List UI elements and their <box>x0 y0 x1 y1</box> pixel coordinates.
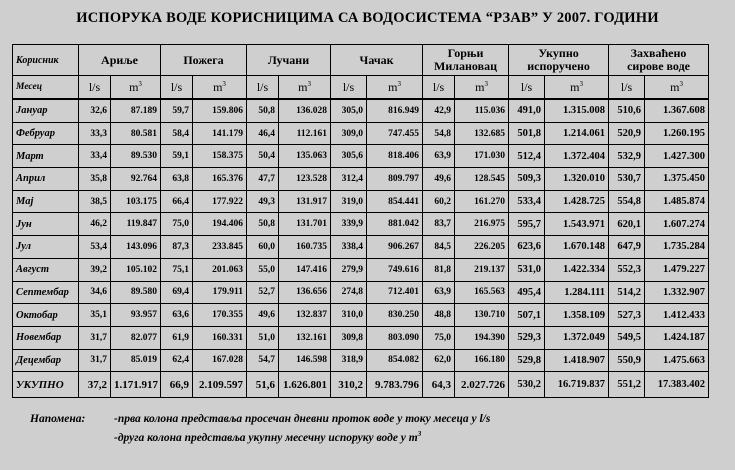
flow-cell: 55,0 <box>247 258 279 281</box>
group-header-lucani: Лучани <box>247 45 331 76</box>
flow-cell: 46,2 <box>79 213 111 236</box>
flow-cell: 54,8 <box>423 122 455 145</box>
flow-cell: 62,0 <box>423 349 455 372</box>
table-row <box>13 304 709 327</box>
user-header: Корисник <box>13 45 79 76</box>
flow-cell: 530,7 <box>609 168 645 191</box>
flow-cell: 529,3 <box>509 326 545 349</box>
volume-cell: 132.161 <box>279 326 331 349</box>
volume-cell: 1.358.109 <box>545 304 609 327</box>
flow-cell: 42,9 <box>423 100 455 123</box>
flow-cell: 75,0 <box>161 213 193 236</box>
volume-cell: 158.375 <box>193 145 247 168</box>
flow-cell: 63,6 <box>161 304 193 327</box>
table-row <box>13 326 709 349</box>
volume-cell: 1.422.334 <box>545 258 609 281</box>
flow-cell: 533,4 <box>509 190 545 213</box>
volume-cell: 82.077 <box>111 326 161 349</box>
month-cell: Септембар <box>13 281 79 304</box>
table-row <box>13 168 709 191</box>
volume-cell: 1.260.195 <box>645 122 709 145</box>
flow-cell: 66,4 <box>161 190 193 213</box>
table-row <box>13 122 709 145</box>
flow-cell: 62,4 <box>161 349 193 372</box>
volume-cell: 1.607.274 <box>645 213 709 236</box>
volume-cell: 1.735.284 <box>645 236 709 259</box>
flow-cell: 54,7 <box>247 349 279 372</box>
volume-cell: 146.598 <box>279 349 331 372</box>
volume-cell: 1.427.300 <box>645 145 709 168</box>
volume-cell: 160.331 <box>193 326 247 349</box>
month-cell: Фебруар <box>13 122 79 145</box>
flow-cell: 620,1 <box>609 213 645 236</box>
volume-cell: 105.102 <box>111 258 161 281</box>
volume-cell: 171.030 <box>455 145 509 168</box>
volume-cell: 881.042 <box>367 213 423 236</box>
month-cell: Јануар <box>13 100 79 123</box>
flow-cell: 60,2 <box>423 190 455 213</box>
table-row <box>13 349 709 372</box>
volume-cell: 1.171.917 <box>111 372 161 398</box>
unit-flow-header: l/s <box>161 76 193 99</box>
flow-cell: 35,8 <box>79 168 111 191</box>
volume-cell: 17.383.402 <box>645 372 709 398</box>
month-cell: Децембар <box>13 349 79 372</box>
unit-flow-header: l/s <box>247 76 279 99</box>
flow-cell: 319,0 <box>331 190 367 213</box>
flow-cell: 495,4 <box>509 281 545 304</box>
volume-cell: 226.205 <box>455 236 509 259</box>
unit-volume-header: $m^3$ <box>545 76 609 99</box>
volume-cell: 131.701 <box>279 213 331 236</box>
flow-cell: 81,8 <box>423 258 455 281</box>
group-header-gornji-milanovac: Горњи Милановац <box>423 45 509 76</box>
volume-cell: 130.710 <box>455 304 509 327</box>
volume-cell: 1.315.008 <box>545 100 609 123</box>
unit-flow-header: l/s <box>509 76 545 99</box>
flow-cell: 318,9 <box>331 349 367 372</box>
flow-cell: 46,4 <box>247 122 279 145</box>
unit-volume-header: $m^3$ <box>279 76 331 99</box>
table-row <box>13 236 709 259</box>
month-cell: Новембар <box>13 326 79 349</box>
flow-cell: 501,8 <box>509 122 545 145</box>
volume-cell: 1.367.608 <box>645 100 709 123</box>
flow-cell: 50,8 <box>247 213 279 236</box>
volume-cell: 80.581 <box>111 122 161 145</box>
volume-cell: 219.137 <box>455 258 509 281</box>
volume-cell: 906.267 <box>367 236 423 259</box>
flow-cell: 51,0 <box>247 326 279 349</box>
volume-cell: 1.372.049 <box>545 326 609 349</box>
flow-cell: 527,3 <box>609 304 645 327</box>
volume-cell: 201.063 <box>193 258 247 281</box>
volume-cell: 161.270 <box>455 190 509 213</box>
volume-cell: 749.616 <box>367 258 423 281</box>
flow-cell: 491,0 <box>509 100 545 123</box>
volume-cell: 170.355 <box>193 304 247 327</box>
volume-cell: 165.563 <box>455 281 509 304</box>
flow-cell: 554,8 <box>609 190 645 213</box>
flow-cell: 305,0 <box>331 100 367 123</box>
flow-cell: 310,2 <box>331 372 367 398</box>
flow-cell: 53,4 <box>79 236 111 259</box>
table-row <box>13 213 709 236</box>
total-row <box>13 372 709 398</box>
volume-cell: 818.406 <box>367 145 423 168</box>
volume-cell: 747.455 <box>367 122 423 145</box>
flow-cell: 34,6 <box>79 281 111 304</box>
unit-flow-header: l/s <box>79 76 111 99</box>
volume-cell: 135.063 <box>279 145 331 168</box>
group-header-cacak: Чачак <box>331 45 423 76</box>
flow-cell: 31,7 <box>79 349 111 372</box>
flow-cell: 310,0 <box>331 304 367 327</box>
flow-cell: 514,2 <box>609 281 645 304</box>
flow-cell: 50,4 <box>247 145 279 168</box>
flow-cell: 512,4 <box>509 145 545 168</box>
flow-cell: 529,8 <box>509 349 545 372</box>
volume-cell: 194.390 <box>455 326 509 349</box>
flow-cell: 50,8 <box>247 100 279 123</box>
flow-cell: 305,6 <box>331 145 367 168</box>
volume-cell: 128.545 <box>455 168 509 191</box>
unit-flow-header: l/s <box>609 76 645 99</box>
flow-cell: 595,7 <box>509 213 545 236</box>
volume-cell: 87.189 <box>111 100 161 123</box>
flow-cell: 35,1 <box>79 304 111 327</box>
volume-cell: 1.412.433 <box>645 304 709 327</box>
volume-cell: 89.580 <box>111 281 161 304</box>
volume-cell: 123.528 <box>279 168 331 191</box>
flow-cell: 549,5 <box>609 326 645 349</box>
volume-cell: 92.764 <box>111 168 161 191</box>
unit-flow-header: l/s <box>423 76 455 99</box>
volume-cell: 1.485.874 <box>645 190 709 213</box>
volume-cell: 1.284.111 <box>545 281 609 304</box>
volume-cell: 119.847 <box>111 213 161 236</box>
flow-cell: 339,9 <box>331 213 367 236</box>
volume-cell: 194.406 <box>193 213 247 236</box>
volume-cell: 712.401 <box>367 281 423 304</box>
volume-cell: 179.911 <box>193 281 247 304</box>
volume-cell: 1.418.907 <box>545 349 609 372</box>
flow-cell: 47,7 <box>247 168 279 191</box>
unit-volume-header: $m^3$ <box>455 76 509 99</box>
flow-cell: 49,6 <box>247 304 279 327</box>
flow-cell: 530,2 <box>509 372 545 398</box>
unit-flow-header: l/s <box>331 76 367 99</box>
note-line-2: -друга колона представља укупну месечну испоруку воде у $m^3$ <box>114 430 422 444</box>
volume-cell: 177.922 <box>193 190 247 213</box>
volume-cell: 115.036 <box>455 100 509 123</box>
flow-cell: 59,1 <box>161 145 193 168</box>
table-row <box>13 100 709 123</box>
volume-cell: 160.735 <box>279 236 331 259</box>
month-header: Месец <box>13 76 79 99</box>
note-line-1: -прва колона представља просечан дневни проток воде у току месеца у l/s <box>114 413 491 425</box>
volume-cell: 1.543.971 <box>545 213 609 236</box>
volume-cell: 1.428.725 <box>545 190 609 213</box>
flow-cell: 38,5 <box>79 190 111 213</box>
page-title: ИСПОРУКА ВОДЕ КОРИСНИЦИМА СА ВОДОСИСТЕМА “РЗАВ” У 2007. ГОДИНИ <box>76 10 659 26</box>
flow-cell: 39,2 <box>79 258 111 281</box>
volume-cell: 1.372.404 <box>545 145 609 168</box>
volume-cell: 2.027.726 <box>455 372 509 398</box>
month-cell: Април <box>13 168 79 191</box>
volume-cell: 809.797 <box>367 168 423 191</box>
volume-cell: 1.375.450 <box>645 168 709 191</box>
flow-cell: 49,3 <box>247 190 279 213</box>
volume-cell: 136.656 <box>279 281 331 304</box>
volume-cell: 816.949 <box>367 100 423 123</box>
flow-cell: 52,7 <box>247 281 279 304</box>
volume-cell: 9.783.796 <box>367 372 423 398</box>
flow-cell: 59,7 <box>161 100 193 123</box>
flow-cell: 509,3 <box>509 168 545 191</box>
flow-cell: 75,1 <box>161 258 193 281</box>
volume-cell: 16.719.837 <box>545 372 609 398</box>
month-cell: Август <box>13 258 79 281</box>
note-label: Напомена: <box>30 413 86 425</box>
unit-volume-header: $m^3$ <box>111 76 161 99</box>
flow-cell: 51,6 <box>247 372 279 398</box>
volume-cell: 233.845 <box>193 236 247 259</box>
volume-cell: 1.320.010 <box>545 168 609 191</box>
month-cell: Јул <box>13 236 79 259</box>
table-row <box>13 145 709 168</box>
table-row <box>13 281 709 304</box>
volume-cell: 103.175 <box>111 190 161 213</box>
volume-cell: 85.019 <box>111 349 161 372</box>
table-row <box>13 258 709 281</box>
volume-cell: 166.180 <box>455 349 509 372</box>
volume-cell: 1.424.187 <box>645 326 709 349</box>
delivery-table <box>12 44 709 398</box>
volume-cell: 1.670.148 <box>545 236 609 259</box>
flow-cell: 69,4 <box>161 281 193 304</box>
flow-cell: 33,4 <box>79 145 111 168</box>
flow-cell: 63,8 <box>161 168 193 191</box>
volume-cell: 141.179 <box>193 122 247 145</box>
flow-cell: 33,3 <box>79 122 111 145</box>
flow-cell: 274,8 <box>331 281 367 304</box>
group-header-raw-water: Захваћено сирове воде <box>609 45 709 76</box>
flow-cell: 550,9 <box>609 349 645 372</box>
flow-cell: 507,1 <box>509 304 545 327</box>
flow-cell: 87,3 <box>161 236 193 259</box>
volume-cell: 159.806 <box>193 100 247 123</box>
volume-cell: 1.332.907 <box>645 281 709 304</box>
flow-cell: 48,8 <box>423 304 455 327</box>
flow-cell: 279,9 <box>331 258 367 281</box>
month-cell: Октобар <box>13 304 79 327</box>
flow-cell: 31,7 <box>79 326 111 349</box>
flow-cell: 510,6 <box>609 100 645 123</box>
volume-cell: 1.214.061 <box>545 122 609 145</box>
flow-cell: 647,9 <box>609 236 645 259</box>
volume-cell: 89.530 <box>111 145 161 168</box>
flow-cell: 312,4 <box>331 168 367 191</box>
flow-cell: 83,7 <box>423 213 455 236</box>
volume-cell: 167.028 <box>193 349 247 372</box>
volume-cell: 136.028 <box>279 100 331 123</box>
unit-volume-header: $m^3$ <box>193 76 247 99</box>
unit-volume-header: $m^3$ <box>367 76 423 99</box>
volume-cell: 216.975 <box>455 213 509 236</box>
flow-cell: 37,2 <box>79 372 111 398</box>
flow-cell: 309,8 <box>331 326 367 349</box>
flow-cell: 63,9 <box>423 145 455 168</box>
flow-cell: 58,4 <box>161 122 193 145</box>
flow-cell: 520,9 <box>609 122 645 145</box>
flow-cell: 60,0 <box>247 236 279 259</box>
volume-cell: 854.082 <box>367 349 423 372</box>
volume-cell: 1.626.801 <box>279 372 331 398</box>
volume-cell: 2.109.597 <box>193 372 247 398</box>
flow-cell: 49,6 <box>423 168 455 191</box>
flow-cell: 75,0 <box>423 326 455 349</box>
flow-cell: 64,3 <box>423 372 455 398</box>
volume-cell: 93.957 <box>111 304 161 327</box>
volume-cell: 147.416 <box>279 258 331 281</box>
table-row <box>13 190 709 213</box>
flow-cell: 309,0 <box>331 122 367 145</box>
volume-cell: 1.479.227 <box>645 258 709 281</box>
volume-cell: 1.475.663 <box>645 349 709 372</box>
month-cell: УКУПНО <box>13 372 79 398</box>
flow-cell: 551,2 <box>609 372 645 398</box>
volume-cell: 132.837 <box>279 304 331 327</box>
flow-cell: 552,3 <box>609 258 645 281</box>
volume-cell: 112.161 <box>279 122 331 145</box>
volume-cell: 854.441 <box>367 190 423 213</box>
flow-cell: 623,6 <box>509 236 545 259</box>
flow-cell: 66,9 <box>161 372 193 398</box>
flow-cell: 532,9 <box>609 145 645 168</box>
flow-cell: 63,9 <box>423 281 455 304</box>
group-header-arilje: Ариље <box>79 45 161 76</box>
volume-cell: 132.685 <box>455 122 509 145</box>
month-cell: Јун <box>13 213 79 236</box>
flow-cell: 32,6 <box>79 100 111 123</box>
month-cell: Март <box>13 145 79 168</box>
unit-volume-header: $m^3$ <box>645 76 709 99</box>
volume-cell: 803.090 <box>367 326 423 349</box>
volume-cell: 143.096 <box>111 236 161 259</box>
volume-cell: 165.376 <box>193 168 247 191</box>
group-header-pozega: Пожега <box>161 45 247 76</box>
flow-cell: 84,5 <box>423 236 455 259</box>
month-cell: Мај <box>13 190 79 213</box>
flow-cell: 531,0 <box>509 258 545 281</box>
volume-cell: 131.917 <box>279 190 331 213</box>
flow-cell: 61,9 <box>161 326 193 349</box>
group-header-total-delivered: Укупно испоручено <box>509 45 609 76</box>
flow-cell: 338,4 <box>331 236 367 259</box>
volume-cell: 830.250 <box>367 304 423 327</box>
